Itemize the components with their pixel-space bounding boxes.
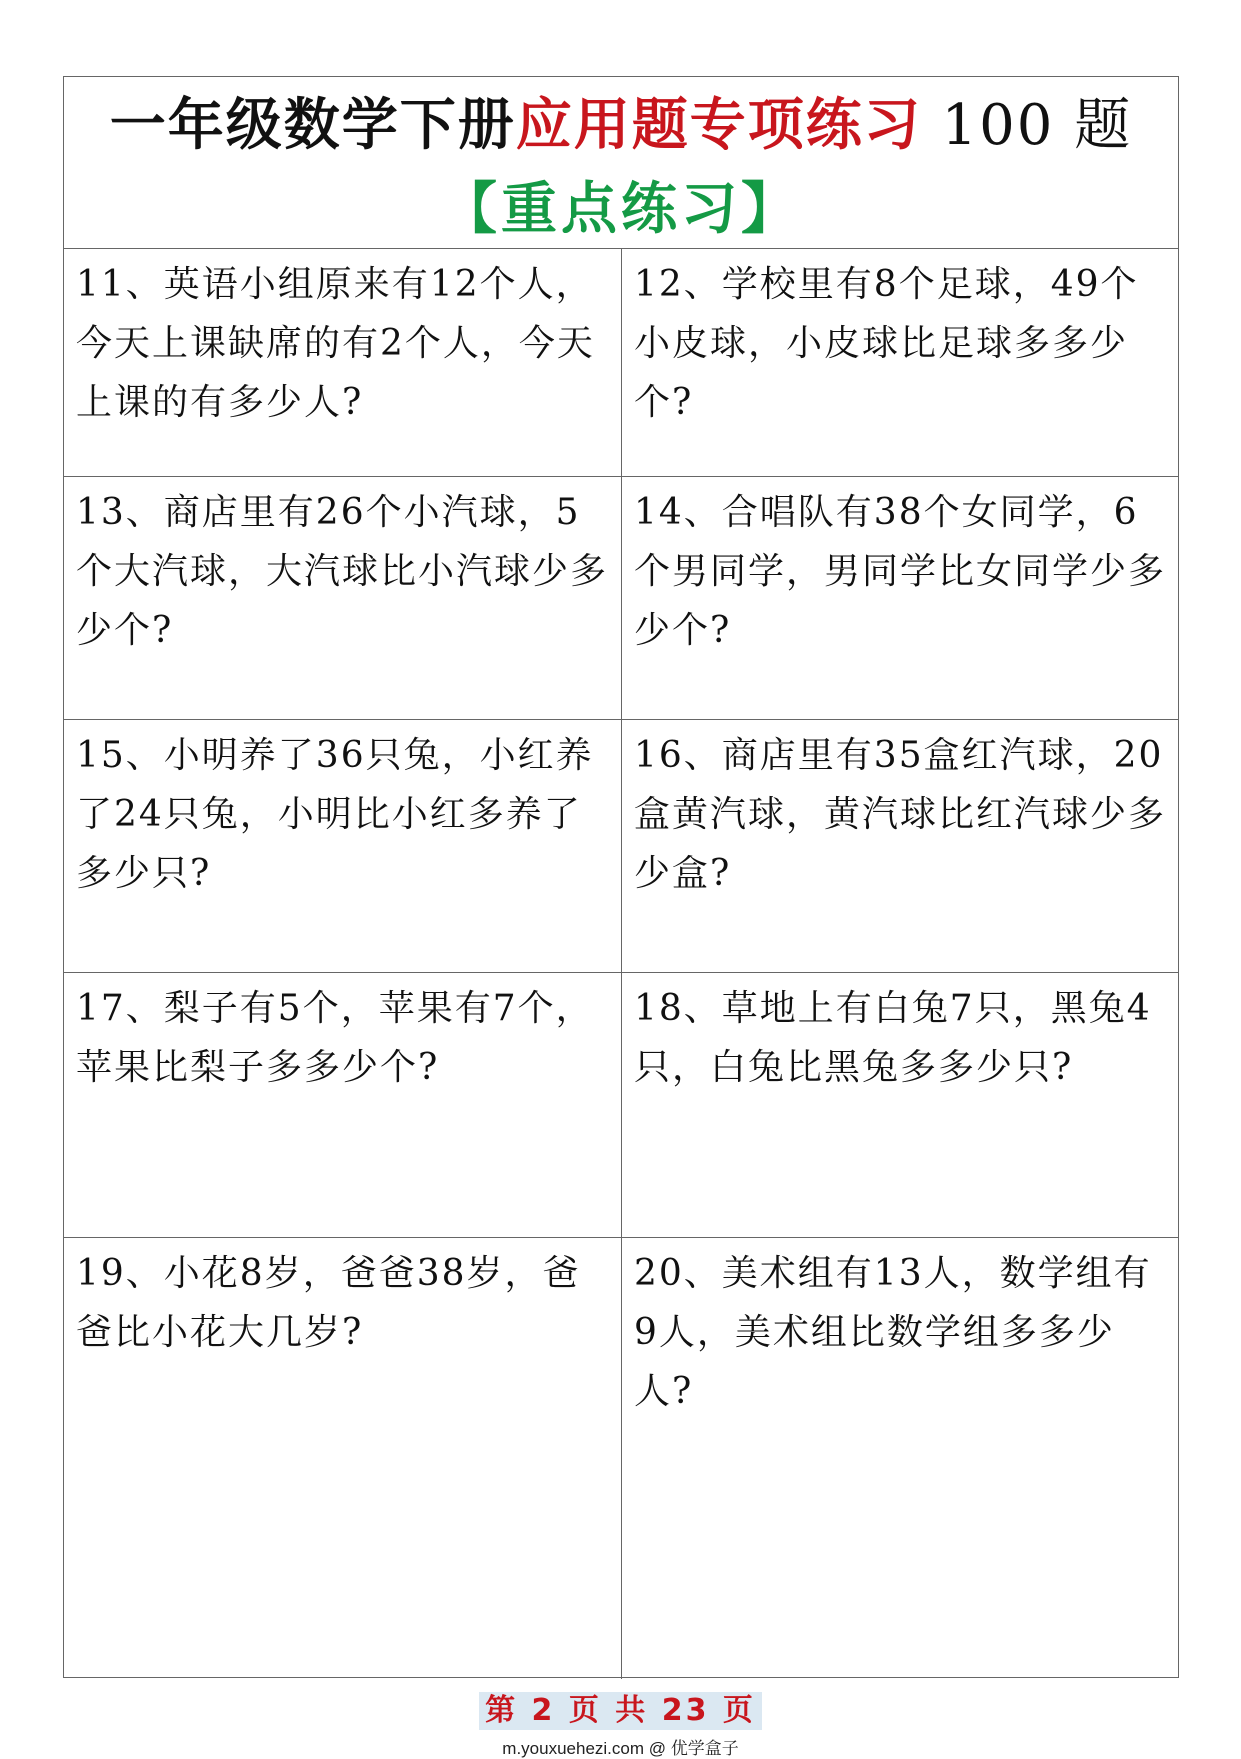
- worksheet: [63, 76, 1179, 1678]
- question-13: 13、商店里有26个小汽球，5个大汽球，大汽球比小汽球少多少个?: [64, 477, 622, 719]
- page-indicator: 第 2 页 共 23 页: [479, 1692, 762, 1730]
- title-count: 100 题: [921, 93, 1133, 158]
- question-row: [64, 973, 1178, 1238]
- question-20: 20、美术组有13人，数学组有9人，美术组比数学组多多少人?: [634, 1253, 1152, 1412]
- question-11: 11、英语小组原来有12个人，今天上课缺席的有2个人，今天上课的有多少人?: [64, 249, 622, 476]
- site-credit: m.youxuehezi.com @ 优学盒子: [502, 1739, 739, 1758]
- worksheet-header: [64, 77, 1178, 249]
- question-row: [64, 720, 1178, 973]
- title-topic: 应用题专项练习: [515, 92, 922, 158]
- page-subtitle: 【重点练习】: [441, 176, 801, 242]
- title-grade: 一年级数学下册: [109, 92, 516, 158]
- question-14: 14、合唱队有38个女同学，6个男同学，男同学比女同学少多少个?: [634, 492, 1167, 651]
- question-17: 17、梨子有5个，苹果有7个，苹果比梨子多多少个?: [64, 973, 622, 1237]
- question-19: 19、小花8岁，爸爸38岁，爸爸比小花大几岁?: [64, 1238, 622, 1679]
- question-18: 18、草地上有白兔7只，黑兔4只，白兔比黑兔多多少只?: [634, 988, 1152, 1088]
- question-16: 16、商店里有35盒红汽球，20盒黄汽球，黄汽球比红汽球少多少盒?: [634, 735, 1167, 894]
- page-footer: [0, 1692, 1241, 1730]
- question-12: 12、学校里有8个足球，49个小皮球，小皮球比足球多多少个?: [634, 264, 1139, 423]
- page-title: [64, 89, 1178, 163]
- question-row: [64, 249, 1178, 477]
- question-row: [64, 477, 1178, 720]
- question-15: 15、小明养了36只兔，小红养了24只兔，小明比小红多养了多少只?: [64, 720, 622, 972]
- question-grid: [64, 249, 1178, 1679]
- question-row: [64, 1238, 1178, 1679]
